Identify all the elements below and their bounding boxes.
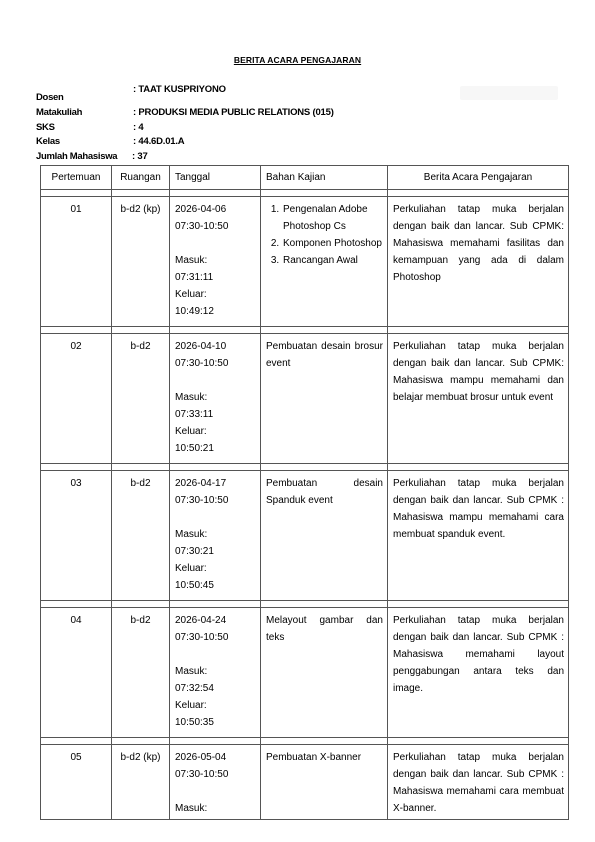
masuk-label: Masuk: xyxy=(175,529,208,540)
keluar-label: Keluar: xyxy=(175,426,207,437)
tanggal-time: 07:30-10:50 xyxy=(175,495,229,506)
cell-tanggal xyxy=(170,197,261,327)
col-header-ruangan: Ruangan xyxy=(112,166,170,190)
keluar-time: 10:50:35 xyxy=(175,717,214,728)
info-value: : 4 xyxy=(133,121,144,133)
tanggal-time: 07:30-10:50 xyxy=(175,221,229,232)
tanggal-time: 07:30-10:50 xyxy=(175,769,229,780)
masuk-label: Masuk: xyxy=(175,255,208,266)
col-header-tanggal: Tanggal xyxy=(170,166,261,190)
masuk-time: 07:33:11 xyxy=(175,409,214,420)
cell-berita-acara: Perkuliahan tatap muka berjalan dengan baik dan lancar. Sub CPMK : Mahasiswa memahami cara membuat X-banner. xyxy=(388,745,569,820)
masuk-label: Masuk: xyxy=(175,666,208,677)
info-label: SKS xyxy=(36,121,55,133)
col-header-berita-acara: Berita Acara Pengajaran xyxy=(388,166,569,190)
cell-berita-acara: Perkuliahan tatap muka berjalan dengan baik dan lancar. Sub CPMK : Mahasiswa mampu memahami cara membuat spanduk event. xyxy=(388,471,569,601)
cell-berita-acara: Perkuliahan tatap muka berjalan dengan baik dan lancar. Sub CPMK : Mahasiswa memahami layout penggabungan antara teks dan image. xyxy=(388,608,569,738)
info-label: Jumlah Mahasiswa xyxy=(36,150,118,162)
cell-bahan-kajian xyxy=(261,197,388,327)
cell-ruangan: b-d2 xyxy=(112,334,170,464)
row-spacer xyxy=(41,190,569,197)
cell-pertemuan: 01 xyxy=(41,197,112,327)
cell-bahan-kajian: Melayout gambar dan teks xyxy=(261,608,388,738)
table-row xyxy=(41,608,569,738)
cell-berita-acara: Perkuliahan tatap muka berjalan dengan baik dan lancar. Sub CPMK: Mahasiswa memahami fasilitas dan kemampuan yang ada di dalam Photoshop xyxy=(388,197,569,327)
keluar-label: Keluar: xyxy=(175,563,207,574)
cell-tanggal xyxy=(170,745,261,820)
row-spacer xyxy=(41,738,569,745)
info-value: : 44.6D.01.A xyxy=(133,136,185,147)
table-row xyxy=(41,334,569,464)
keluar-time: 10:49:12 xyxy=(175,306,214,317)
cell-bahan-kajian: Pembuatan desain brosur event xyxy=(261,334,388,464)
bahan-list-item: 1. Pengenalan Adobe Photoshop Cs xyxy=(282,201,383,235)
cell-pertemuan: 03 xyxy=(41,471,112,601)
cell-pertemuan: 05 xyxy=(41,745,112,820)
table-header-row xyxy=(41,166,569,190)
tanggal-date: 2026-04-24 xyxy=(175,615,227,626)
cell-ruangan: b-d2 (kp) xyxy=(112,745,170,820)
tanggal-date: 2026-05-04 xyxy=(175,752,227,763)
teaching-record-table xyxy=(40,165,569,820)
table-row xyxy=(41,197,569,327)
masuk-time: 07:30:21 xyxy=(175,546,214,557)
cell-pertemuan: 02 xyxy=(41,334,112,464)
bahan-list-item: 2. Komponen Photoshop xyxy=(282,235,383,252)
tanggal-date: 2026-04-10 xyxy=(175,341,227,352)
document-title: BERITA ACARA PENGAJARAN xyxy=(233,55,362,65)
tanggal-time: 07:30-10:50 xyxy=(175,358,229,369)
keluar-time: 10:50:45 xyxy=(175,580,214,591)
col-header-bahan-kajian: Bahan Kajian xyxy=(261,166,388,190)
cell-tanggal xyxy=(170,471,261,601)
cell-ruangan: b-d2 xyxy=(112,471,170,601)
table-row xyxy=(41,745,569,820)
info-label: Matakuliah xyxy=(36,107,83,118)
cell-ruangan: b-d2 (kp) xyxy=(112,197,170,327)
keluar-label: Keluar: xyxy=(175,700,207,711)
cell-berita-acara: Perkuliahan tatap muka berjalan dengan baik dan lancar. Sub CPMK: Mahasiswa mampu memahami dan belajar membuat brosur untuk event xyxy=(388,334,569,464)
info-value: : TAAT KUSPRIYONO xyxy=(133,84,226,95)
table-row xyxy=(41,471,569,601)
tanggal-date: 2026-04-06 xyxy=(175,204,227,215)
cell-tanggal xyxy=(170,608,261,738)
keluar-time: 10:50:21 xyxy=(175,443,214,454)
bahan-list-item: 3. Rancangan Awal xyxy=(282,252,383,269)
cell-tanggal xyxy=(170,334,261,464)
cell-bahan-kajian: Pembuatan X-banner xyxy=(261,745,388,820)
row-spacer xyxy=(41,327,569,334)
masuk-label: Masuk: xyxy=(175,803,208,814)
cell-bahan-kajian: Pembuatan desain Spanduk event xyxy=(261,471,388,601)
masuk-time: 07:32:54 xyxy=(175,683,214,694)
row-spacer xyxy=(41,601,569,608)
bahan-list xyxy=(266,201,383,269)
info-label: Dosen xyxy=(36,92,64,103)
info-value-jumlah: : 37 xyxy=(132,150,148,162)
masuk-label: Masuk: xyxy=(175,392,208,403)
tanggal-time: 07:30-10:50 xyxy=(175,632,229,643)
info-value: : PRODUKSI MEDIA PUBLIC RELATIONS (015) xyxy=(133,107,334,118)
cell-ruangan: b-d2 xyxy=(112,608,170,738)
masuk-time: 07:31:11 xyxy=(175,272,214,283)
row-spacer xyxy=(41,464,569,471)
faded-watermark xyxy=(460,86,558,100)
info-label: Kelas xyxy=(36,136,60,147)
tanggal-date: 2026-04-17 xyxy=(175,478,227,489)
keluar-label: Keluar: xyxy=(175,289,207,300)
cell-pertemuan: 04 xyxy=(41,608,112,738)
col-header-pertemuan: Pertemuan xyxy=(41,166,112,190)
